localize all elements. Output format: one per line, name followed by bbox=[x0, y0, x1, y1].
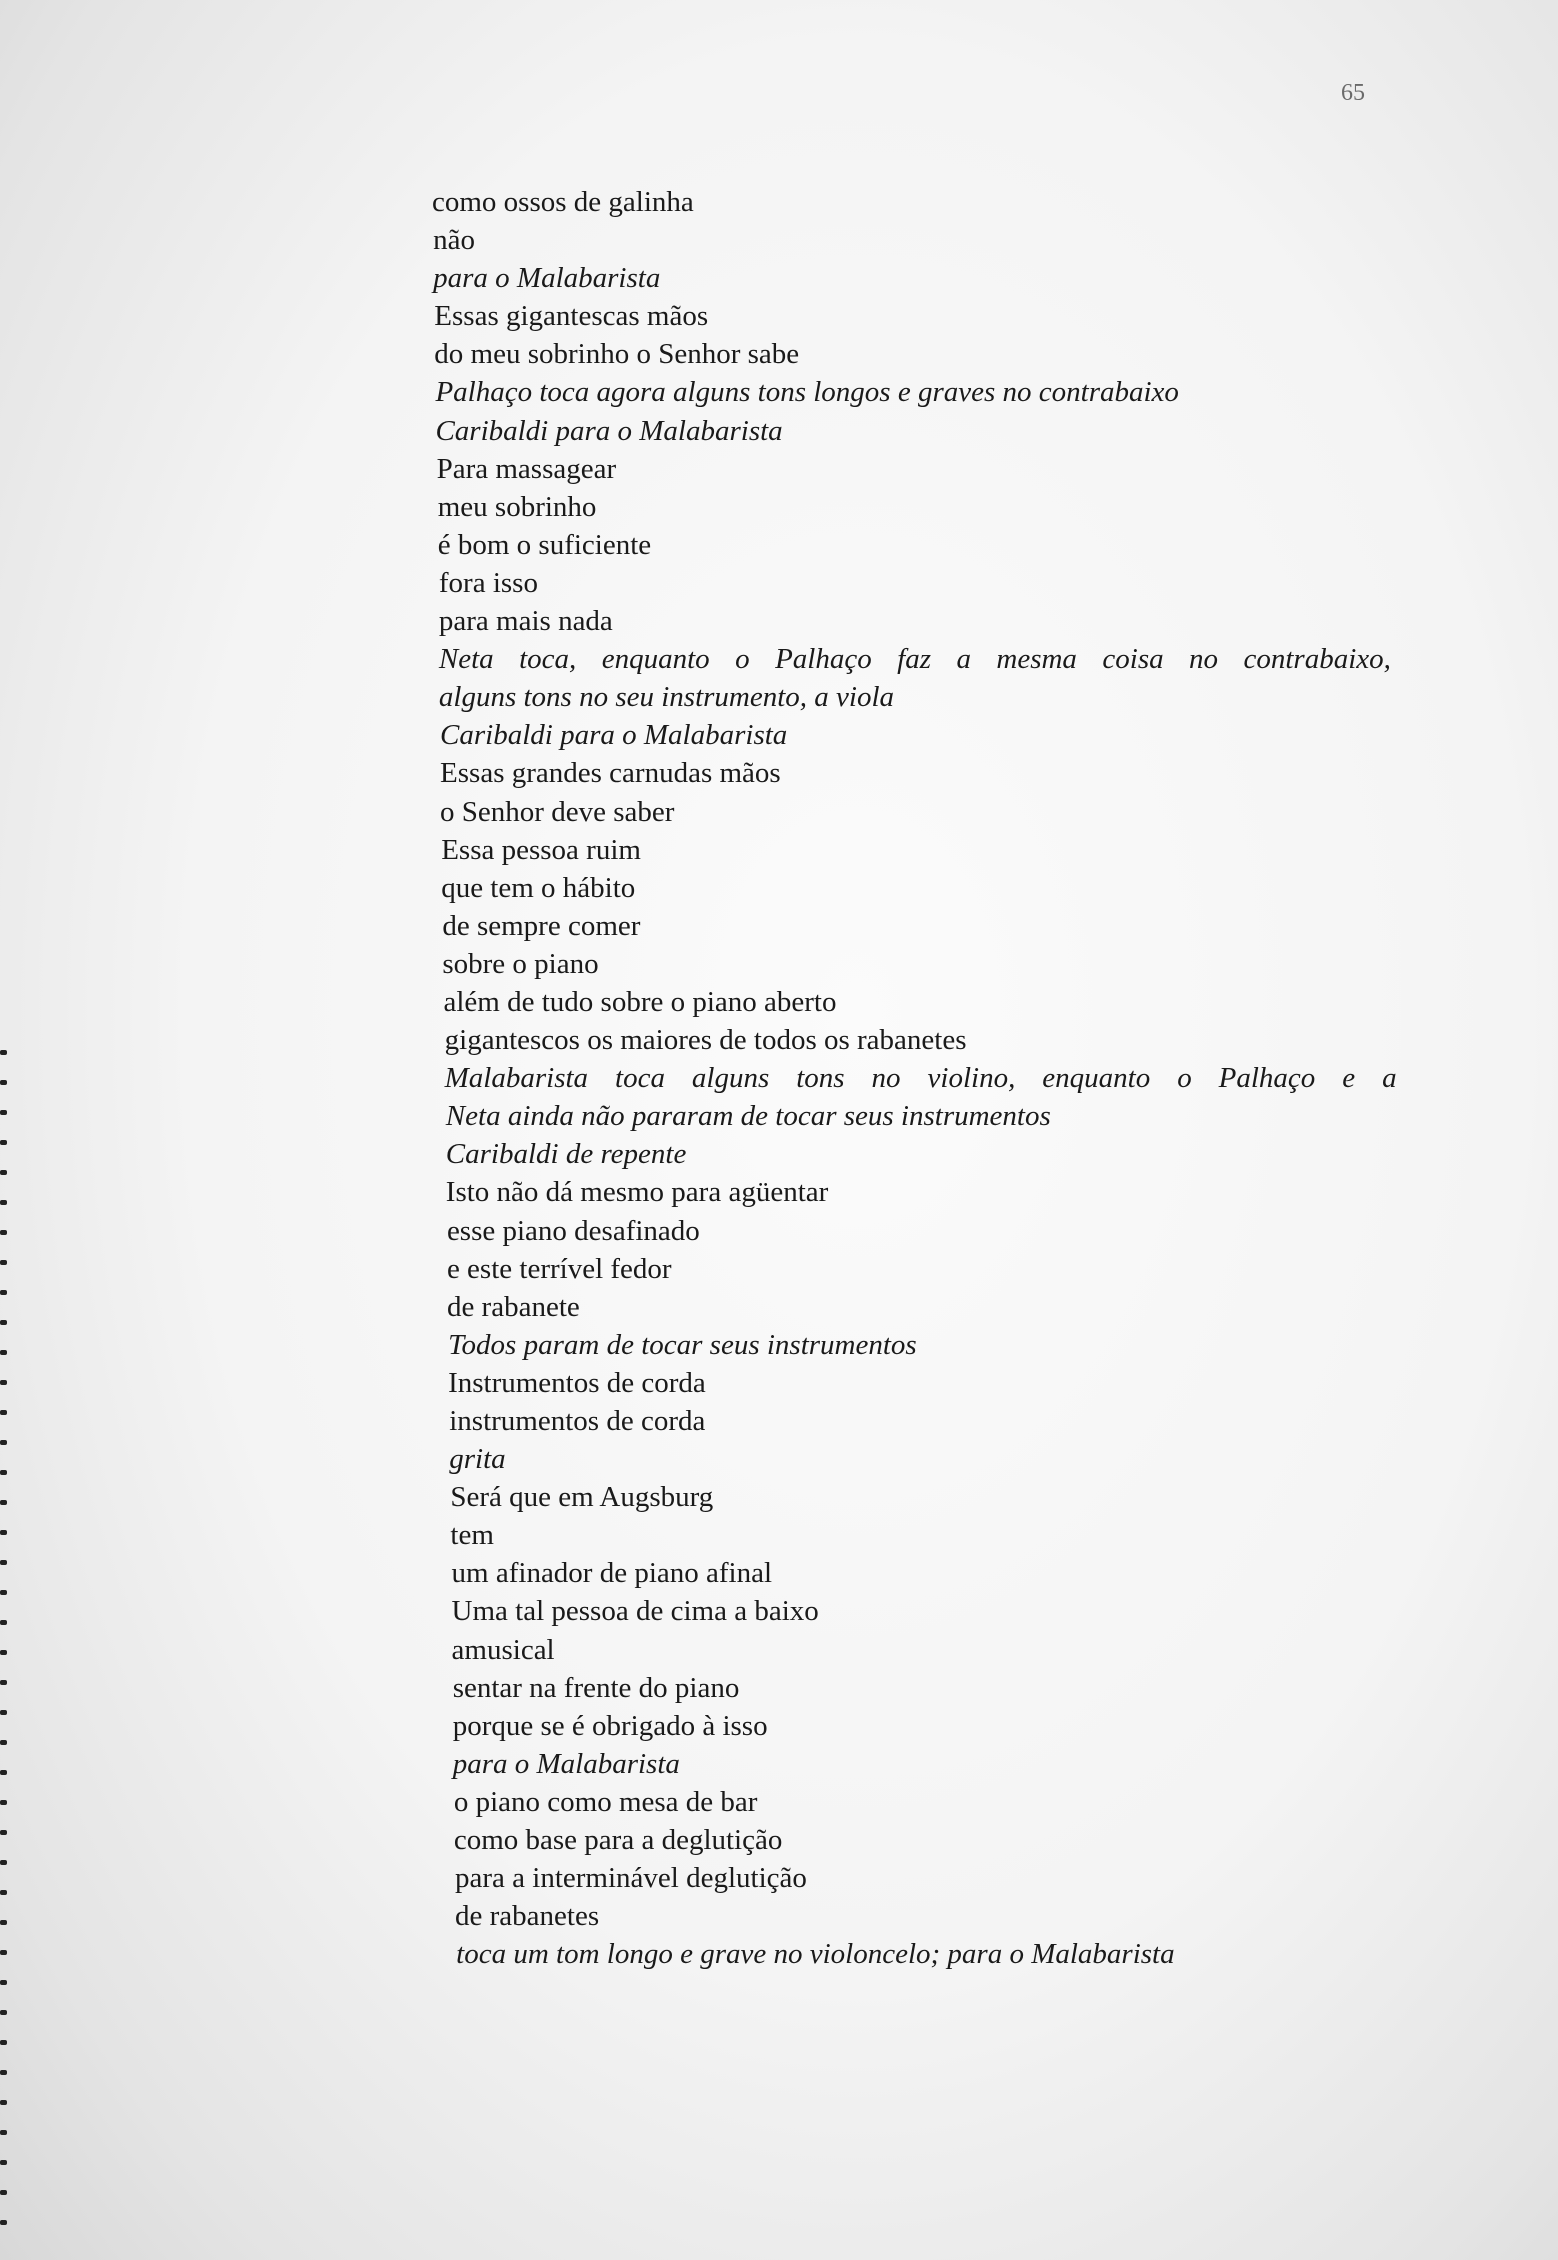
dialogue-line: para mais nada bbox=[438, 605, 613, 638]
binding-hole bbox=[0, 1710, 7, 1715]
binding-hole bbox=[0, 1260, 7, 1265]
dialogue-line: um afinador de piano afinal bbox=[451, 1557, 773, 1590]
dialogue-line: não bbox=[433, 224, 476, 257]
binding-hole bbox=[0, 1140, 7, 1145]
binding-hole bbox=[0, 1950, 7, 1955]
binding-hole bbox=[0, 1800, 7, 1805]
dialogue-line: de rabanete bbox=[446, 1290, 580, 1323]
binding-hole bbox=[0, 1410, 7, 1415]
spiral-binding-edge bbox=[0, 1050, 10, 2260]
stage-direction-line: para o Malabarista bbox=[452, 1747, 680, 1780]
binding-hole bbox=[0, 1080, 7, 1085]
dialogue-line: Essas gigantescas mãos bbox=[434, 300, 709, 333]
dialogue-line: como base para a deglutição bbox=[453, 1824, 783, 1857]
script-text-block bbox=[432, 183, 1512, 1973]
binding-hole bbox=[0, 1470, 7, 1475]
binding-hole bbox=[0, 2040, 7, 2045]
stage-direction-line: Caribaldi para o Malabarista bbox=[435, 414, 783, 447]
dialogue-line: para a interminável deglutição bbox=[455, 1862, 807, 1895]
dialogue-line: amusical bbox=[451, 1633, 555, 1666]
binding-hole bbox=[0, 1320, 7, 1325]
binding-hole bbox=[0, 1890, 7, 1895]
stage-direction-line: Neta toca, enquanto o Palhaço faz a mesma coisa no contrabaixo, bbox=[438, 643, 1391, 676]
stage-direction-line: Todos param de tocar seus instrumentos bbox=[448, 1328, 917, 1361]
dialogue-line: Instrumentos de corda bbox=[448, 1366, 706, 1399]
binding-hole bbox=[0, 1590, 7, 1595]
binding-hole bbox=[0, 2130, 7, 2135]
dialogue-line: do meu sobrinho o Senhor sabe bbox=[434, 338, 800, 371]
dialogue-line: porque se é obrigado à isso bbox=[452, 1709, 768, 1742]
dialogue-line: instrumentos de corda bbox=[449, 1405, 706, 1437]
stage-direction-line: alguns tons no seu instrumento, a viola bbox=[438, 681, 895, 714]
dialogue-line: é bom o suficiente bbox=[437, 528, 652, 561]
binding-hole bbox=[0, 1380, 7, 1385]
dialogue-line: sentar na frente do piano bbox=[452, 1671, 740, 1704]
binding-hole bbox=[0, 1980, 7, 1985]
binding-hole bbox=[0, 1440, 7, 1445]
stage-direction-line: para o Malabarista bbox=[433, 262, 661, 295]
binding-hole bbox=[0, 1860, 7, 1865]
binding-hole bbox=[0, 1530, 7, 1535]
dialogue-line: e este terrível fedor bbox=[446, 1252, 672, 1285]
binding-hole bbox=[0, 1110, 7, 1115]
binding-hole bbox=[0, 1830, 7, 1835]
dialogue-line: sobre o piano bbox=[442, 947, 599, 980]
binding-hole bbox=[0, 1230, 7, 1235]
dialogue-line: tem bbox=[450, 1519, 494, 1552]
binding-hole bbox=[0, 2010, 7, 2015]
dialogue-line: gigantescos os maiores de todos os rabanetes bbox=[444, 1024, 967, 1057]
stage-direction-line: Caribaldi de repente bbox=[445, 1138, 687, 1171]
binding-hole bbox=[0, 2190, 7, 2195]
dialogue-line: o piano como mesa de bar bbox=[453, 1785, 758, 1818]
dialogue-line: que tem o hábito bbox=[441, 871, 636, 904]
binding-hole bbox=[0, 1200, 7, 1205]
stage-direction-line: Neta ainda não pararam de tocar seus instrumentos bbox=[445, 1100, 1051, 1133]
stage-direction-line: Palhaço toca agora alguns tons longos e graves no contrabaixo bbox=[435, 376, 1179, 409]
binding-hole bbox=[0, 1170, 7, 1175]
binding-hole bbox=[0, 1770, 7, 1775]
dialogue-line: Para massagear bbox=[436, 452, 617, 485]
dialogue-line: Essa pessoa ruim bbox=[441, 833, 641, 866]
binding-hole bbox=[0, 1740, 7, 1745]
stage-direction-line: Caribaldi para o Malabarista bbox=[440, 719, 788, 752]
binding-hole bbox=[0, 1290, 7, 1295]
binding-hole bbox=[0, 2070, 7, 2075]
binding-hole bbox=[0, 1680, 7, 1685]
dialogue-line: além de tudo sobre o piano aberto bbox=[443, 985, 837, 1018]
binding-hole bbox=[0, 1350, 7, 1355]
dialogue-line: como ossos de galinha bbox=[432, 186, 694, 218]
stage-direction-line: Malabarista toca alguns tons no violino, enquanto o Palhaço e a bbox=[444, 1062, 1397, 1095]
binding-hole bbox=[0, 1050, 7, 1055]
stage-direction-line: toca um tom longo e grave no violoncelo; para o Malabarista bbox=[456, 1938, 1175, 1971]
binding-hole bbox=[0, 1920, 7, 1925]
dialogue-line: esse piano desafinado bbox=[446, 1214, 700, 1247]
dialogue-line: meu sobrinho bbox=[437, 490, 597, 523]
dialogue-line: o Senhor deve saber bbox=[440, 795, 675, 828]
dialogue-line: Isto não dá mesmo para agüentar bbox=[445, 1176, 829, 1209]
binding-hole bbox=[0, 1620, 7, 1625]
page-number: 65 bbox=[1341, 80, 1365, 106]
binding-hole bbox=[0, 1560, 7, 1565]
dialogue-line: Será que em Augsburg bbox=[450, 1481, 714, 1514]
binding-hole bbox=[0, 2160, 7, 2165]
dialogue-line: fora isso bbox=[438, 566, 538, 599]
dialogue-line: Uma tal pessoa de cima a baixo bbox=[451, 1595, 819, 1628]
binding-hole bbox=[0, 2100, 7, 2105]
dialogue-line: Essas grandes carnudas mãos bbox=[440, 757, 781, 790]
dialogue-line: de sempre comer bbox=[442, 909, 641, 942]
stage-direction-line: grita bbox=[449, 1443, 506, 1476]
dialogue-line: de rabanetes bbox=[455, 1900, 600, 1933]
binding-hole bbox=[0, 1650, 7, 1655]
binding-hole bbox=[0, 1500, 7, 1505]
binding-hole bbox=[0, 2220, 7, 2225]
